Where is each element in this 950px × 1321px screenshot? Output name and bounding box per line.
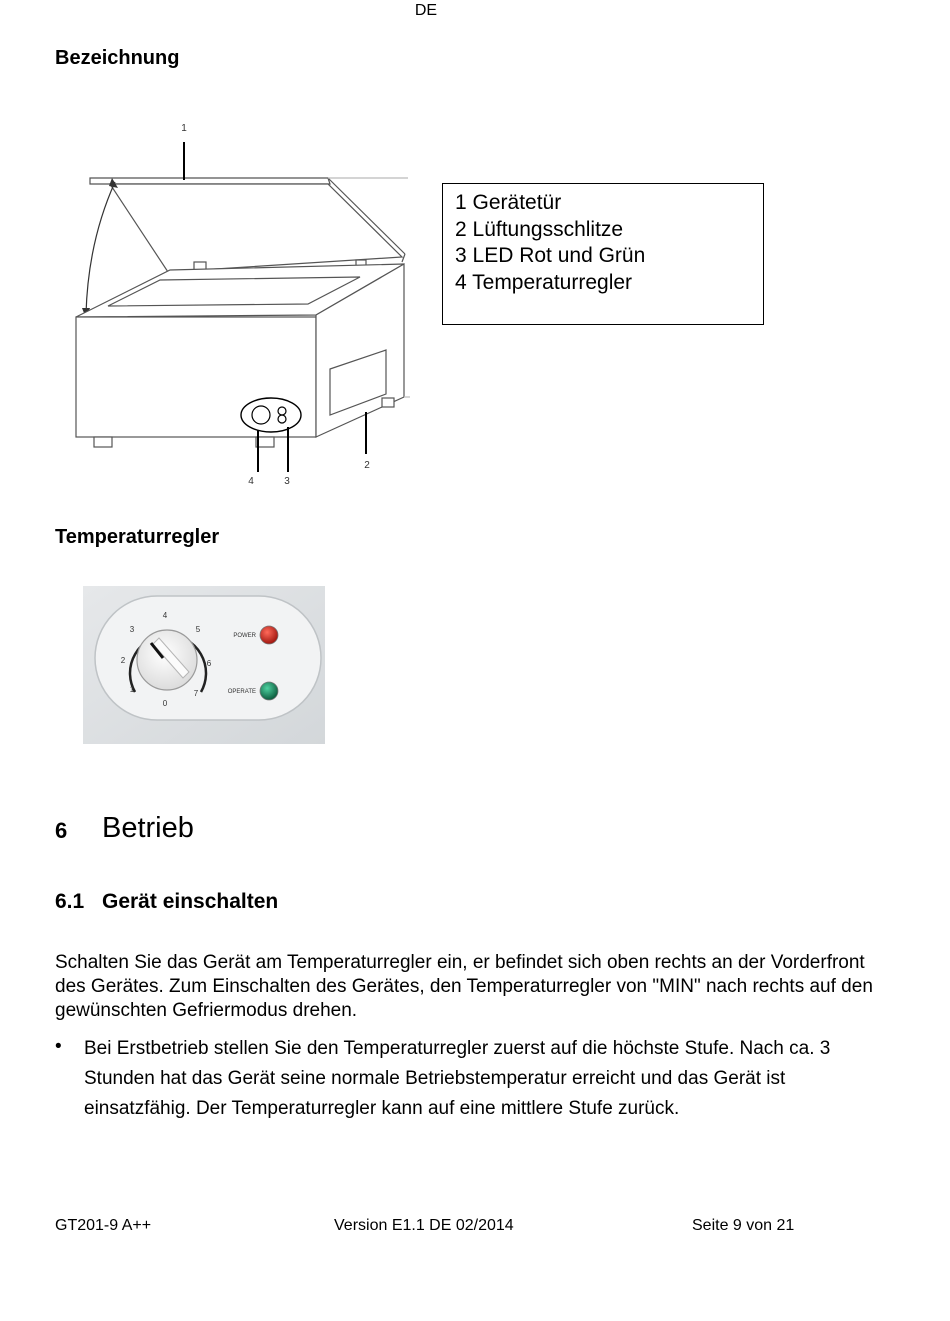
legend-box [442, 183, 764, 325]
body-paragraph: Schalten Sie das Gerät am Temperaturregler ein, er befindet sich oben rechts an der Vorderfront des Gerätes. Zum Einschalten des Gerätes, den Temperaturregler von "MIN" nach rechts auf den gewünschten Gefriermodus drehen. [55, 952, 873, 1021]
bullet-icon: • [55, 1036, 62, 1057]
legend-item: 4 Temperaturregler [455, 270, 633, 294]
designation-heading: Bezeichnung [55, 47, 180, 69]
callout-4: 4 [248, 476, 254, 487]
bullet-item: Bei Erstbetrieb stellen Sie den Temperaturregler zuerst auf die höchste Stufe. Nach ca. 3 Stunden hat das Gerät seine normale Betriebstemperatur erreicht und das Gerät ist einsatzfähig. Der Temperaturregler kann auf eine mittlere Stufe zurück. [84, 1038, 831, 1119]
footer-model: GT201-9 A++ [55, 1217, 152, 1234]
control-plate [95, 596, 321, 720]
subsection-number: 6.1 [55, 890, 85, 913]
dial-mark-5: 5 [195, 625, 201, 634]
dial-mark-7: 7 [193, 689, 199, 698]
legend-item: 2 Lüftungsschlitze [455, 217, 624, 241]
lid-swing-arrow [86, 182, 115, 314]
power-led-icon [260, 626, 278, 644]
dial-mark-4: 4 [162, 611, 168, 620]
dial-mark-1: 1 [129, 685, 135, 694]
callout-2: 2 [364, 460, 370, 471]
language-tag: DE [414, 2, 438, 19]
operate-label: OPERATE [227, 689, 256, 695]
legend-item: 3 LED Rot und Grün [455, 244, 646, 267]
dial-mark-0: 0 [162, 699, 168, 708]
dial-mark-6: 6 [206, 659, 212, 668]
operate-led-icon [260, 682, 278, 700]
chapter-title: Betrieb [102, 812, 194, 844]
chapter-number: 6 [55, 818, 68, 843]
legend-item: 1 Gerätetür [455, 191, 562, 214]
dial-mark-2: 2 [120, 656, 126, 665]
callout-3: 3 [284, 476, 290, 487]
callout-1: 1 [181, 123, 187, 134]
thermostat-photo [83, 586, 325, 744]
power-label: POWER [233, 633, 256, 639]
footer-page: Seite 9 von 21 [692, 1217, 795, 1234]
subsection-title: Gerät einschalten [102, 890, 279, 913]
footer-version: Version E1.1 DE 02/2014 [334, 1217, 514, 1234]
freezer-lid [90, 178, 330, 184]
controller-heading: Temperaturregler [55, 526, 220, 548]
control-panel [241, 398, 301, 432]
freezer-diagram [60, 112, 420, 497]
dial-mark-3: 3 [129, 625, 135, 634]
